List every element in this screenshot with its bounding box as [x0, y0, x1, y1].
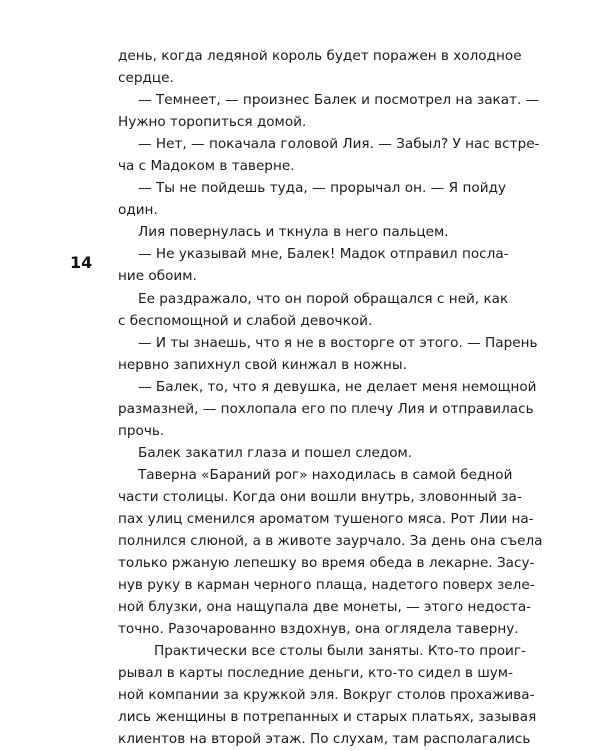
text-line-9: Лия повернулась и ткнула в него пальцем.: [138, 224, 449, 241]
text-line-28: Практически все столы были заняты. Кто-то проиг-: [154, 643, 526, 660]
text-line-7: — Ты не пойдешь туда, — прорычал он. — Я пойду: [138, 180, 506, 197]
text-line-11: ние обоим.: [118, 268, 197, 285]
text-line-24: только ржаную лепешку во время обеда в лекарне. Засу-: [118, 555, 535, 572]
text-line-20: Таверна «Бараний рог» находилась в самой бедной: [138, 466, 513, 483]
text-line-25: нув руку в карман черного плаща, надетого поверх зеле-: [118, 577, 535, 594]
text-line-18: прочь.: [118, 422, 165, 439]
text-line-6: ча с Мадоком в таверне.: [118, 158, 295, 175]
text-line-27: точно. Разочарованно вздохнув, она оглядела таверну.: [118, 621, 519, 638]
text-line-5: — Нет, — покачала головой Лия. — Забыл? У нас встре-: [138, 136, 540, 153]
text-line-21: части столицы. Когда они вошли внутрь, зловонный за-: [118, 488, 522, 505]
text-line-1: день, когда ледяной король будет поражен в холодное: [118, 48, 522, 64]
text-line-12: Ее раздражало, что он порой обращался с ней, как: [138, 290, 509, 307]
text-line-3: — Темнеет, — произнес Балек и посмотрел на закат. —: [138, 92, 540, 109]
text-line-19: Балек закатил глаза и пошел следом.: [138, 444, 413, 461]
text-line-32: клиентов на второй этаж. По слухам, там располагались: [118, 731, 531, 748]
page-number: 14: [70, 253, 93, 272]
text-line-14: — И ты знаешь, что я не в восторге от этого. — Парень: [138, 334, 538, 351]
text-line-17: размазней, — похлопала его по плечу Лия и отправилась: [118, 400, 534, 417]
text-line-30: ной компании за кружкой эля. Вокруг столов прохажива-: [118, 687, 535, 704]
text-line-2: сердце.: [118, 70, 174, 87]
text-line-16: — Балек, то, что я девушка, не делает меня немощной: [138, 378, 537, 395]
text-line-4: Нужно торопиться домой.: [118, 114, 307, 131]
text-line-10: — Не указывай мне, Балек! Мадок отправил посла-: [138, 246, 509, 263]
text-line-22: пах улиц сменился ароматом тушеного мяса. Рот Лии на-: [118, 510, 534, 527]
text-line-13: с беспомощной и слабой девочкой.: [118, 312, 373, 329]
text-line-31: лись женщины в потрепанных и старых платьях, зазывая: [118, 709, 537, 726]
body-text: [118, 45, 543, 751]
text-line-26: ной блузки, она нащупала две монеты, — этого недоста-: [118, 599, 532, 616]
text-line-8: один.: [118, 202, 158, 219]
text-line-29: рывал в карты последние деньги, кто-то сидел в шум-: [118, 665, 513, 682]
text-line-23: полнился слюной, а в животе заурчало. За день она съела: [118, 533, 543, 550]
text-line-15: нервно запихнул свой кинжал в ножны.: [118, 356, 407, 373]
